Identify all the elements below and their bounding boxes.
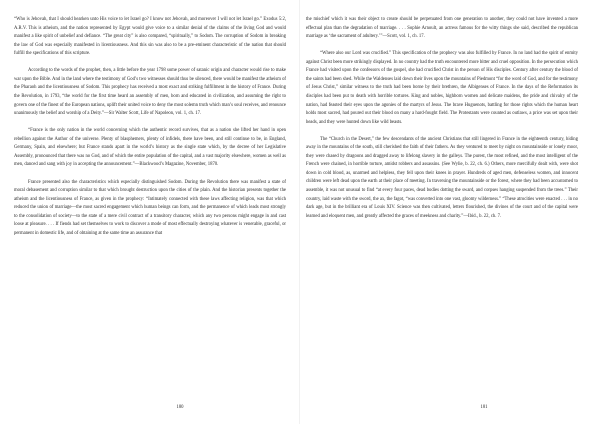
right-page-text — [306, 16, 578, 221]
paragraph: France presented also the characteristics which especially distinguished Sodom. During the Revolution there was manifest a state of moral debasement and corruption similar to that which brought destruction upon the cities of the plain. And the historian presents together the atheism and the licentiousness of France, as given in the prophecy: “Intimately connected with these laws affecting religion, was that which reduced the union of marriage—the most sacred engagement which human beings can form, and the permanence of which leads most strongly to the consolidation of society—to the state of a mere civil contract of a transitory character, which any two persons might engage in and cast loose at pleasure. . . . If fiends had set themselves to work to discover a mode of most effectually destroying whatever is venerable, graceful, or permanent in domestic life, and of obtaining at the same time an assurance that — [14, 179, 286, 236]
paragraph: the mischief which it was their object to create should be perpetuated from one generation to another, they could not have invented a more effectual plan than the degradation of marriage. . . . Sophie Arnoult, an actress famous for the witty things she said, described the republican marriage as ‘the sacrament of adultery.’”—Scott, vol. 1, ch. 17. — [306, 17, 578, 40]
left-page-text — [14, 16, 286, 238]
left-page — [14, 16, 286, 416]
paragraph: The “Church in the Desert,” the few descendants of the ancient Christians that still lingered in France in the eighteenth century, hiding away in the mountains of the south, still cherished the faith of their fathers. As they ventured to meet by night on mountainside or lonely moor, they were chased by dragoons and dragged away to lifelong slavery in the galleys. The purest, the most refined, and the most intelligent of the French were chained, in horrible torture, amidst robbers and assassins. (See Wylie, b. 22, ch. 6.) Others, more mercifully dealt with, were shot down in cold blood, as, unarmed and helpless, they fell upon their knees in prayer. Hundreds of aged men, defenseless women, and innocent children were left dead upon the earth at their place of meeting. In traversing the mountainside or the forest, where they had been accustomed to assemble, it was not unusual to find “at every four paces, dead bodies dotting the sward, and corpses hanging suspended from the trees.” Their country, laid waste with the sword, the ax, the fagot, “was converted into one vast, gloomy wilderness.” “These atrocities were enacted . . . in no dark age, but in the brilliant era of Louis XIV. Science was then cultivated, letters flourished, the divines of the court and of the capital were learned and eloquent men, and greatly affected the graces of meekness and charity.”—Ibid., b. 22, ch. 7. — [306, 136, 578, 219]
page-number: 180 — [176, 405, 184, 410]
page-gutter — [299, 0, 300, 424]
right-page — [306, 16, 578, 416]
paragraph: According to the words of the prophet, then, a little before the year 1798 some power of satanic origin and character would rise to make war upon the Bible. And in the land where the testimony of God’s two witnesses should thus be silenced, there would be manifest the atheism of the Pharaoh and the licentiousness of Sodom. This prophecy has received a most exact and striking fulfillment in the history of France. During the Revolution, in 1793, “the world for the first time heard an assembly of men, born and educated in civilization, and assuming the right to govern one of the finest of the European nations, uplift their united voice to deny the most solemn truth which man’s soul receives, and renounce unanimously the belief and worship of a Deity.”—Sir Walter Scott, Life of Napoleon, vol. 1, ch. 17. — [14, 68, 286, 117]
page-number: 181 — [480, 405, 488, 410]
paragraph: “Where also our Lord was crucified.” This specification of the prophecy was also fulfilled by France. In no land had the spirit of enmity against Christ been more strikingly displayed. In no country had the truth encountered more bitter and cruel opposition. In the persecution which France had visited upon the confessors of the gospel, she had crucified Christ in the person of His disciples. Century after century the blood of the saints had been shed. While the Waldenses laid down their lives upon the mountains of Piedmont “for the word of God, and for the testimony of Jesus Christ,” similar witness to the truth had been borne by their brethren, the Albigenses of France. In the days of the Reformation its disciples had been put to death with horrible tortures. King and nobles, highborn women and delicate maidens, the pride and chivalry of the nation, had feasted their eyes upon the agonies of the martyrs of Jesus. The brave Huguenots, battling for those rights which the human heart holds most sacred, had poured out their blood on many a hard-fought field. The Protestants were counted as outlaws, a price was set upon their heads, and they were hunted down like wild beasts. — [306, 51, 578, 125]
paragraph: “France is the only nation in the world concerning which the authentic record survives, that as a nation she lifted her hand in open rebellion against the Author of the universe. Plenty of blasphemers, plenty of infidels, there have been, and still continue to be, in England, Germany, Spain, and elsewhere; but France stands apart in the world’s history as the single state which, by the decree of her Legislative Assembly, pronounced that there was no God, and of which the entire population of the capital, and a vast majority elsewhere, women as well as men, danced and sang with joy in accepting the announcement.”—Blackwood’s Magazine, November, 1870. — [14, 128, 286, 168]
paragraph: “Who is Jehovah, that I should hearken unto His voice to let Israel go? I know not Jehovah, and moreover I will not let Israel go.” Exodus 5:2, A.R.V. This is atheism, and the nation represented by Egypt would give voice to a similar denial of the claims of the living God and would manifest a like spirit of unbelief and defiance. “The great city” is also compared, “spiritually,” to Sodom. The corruption of Sodom in breaking the law of God was especially manifested in licentiousness. And this sin was also to be a pre-eminent characteristic of the nation that should fulfill the specifications of this scripture. — [14, 17, 286, 57]
